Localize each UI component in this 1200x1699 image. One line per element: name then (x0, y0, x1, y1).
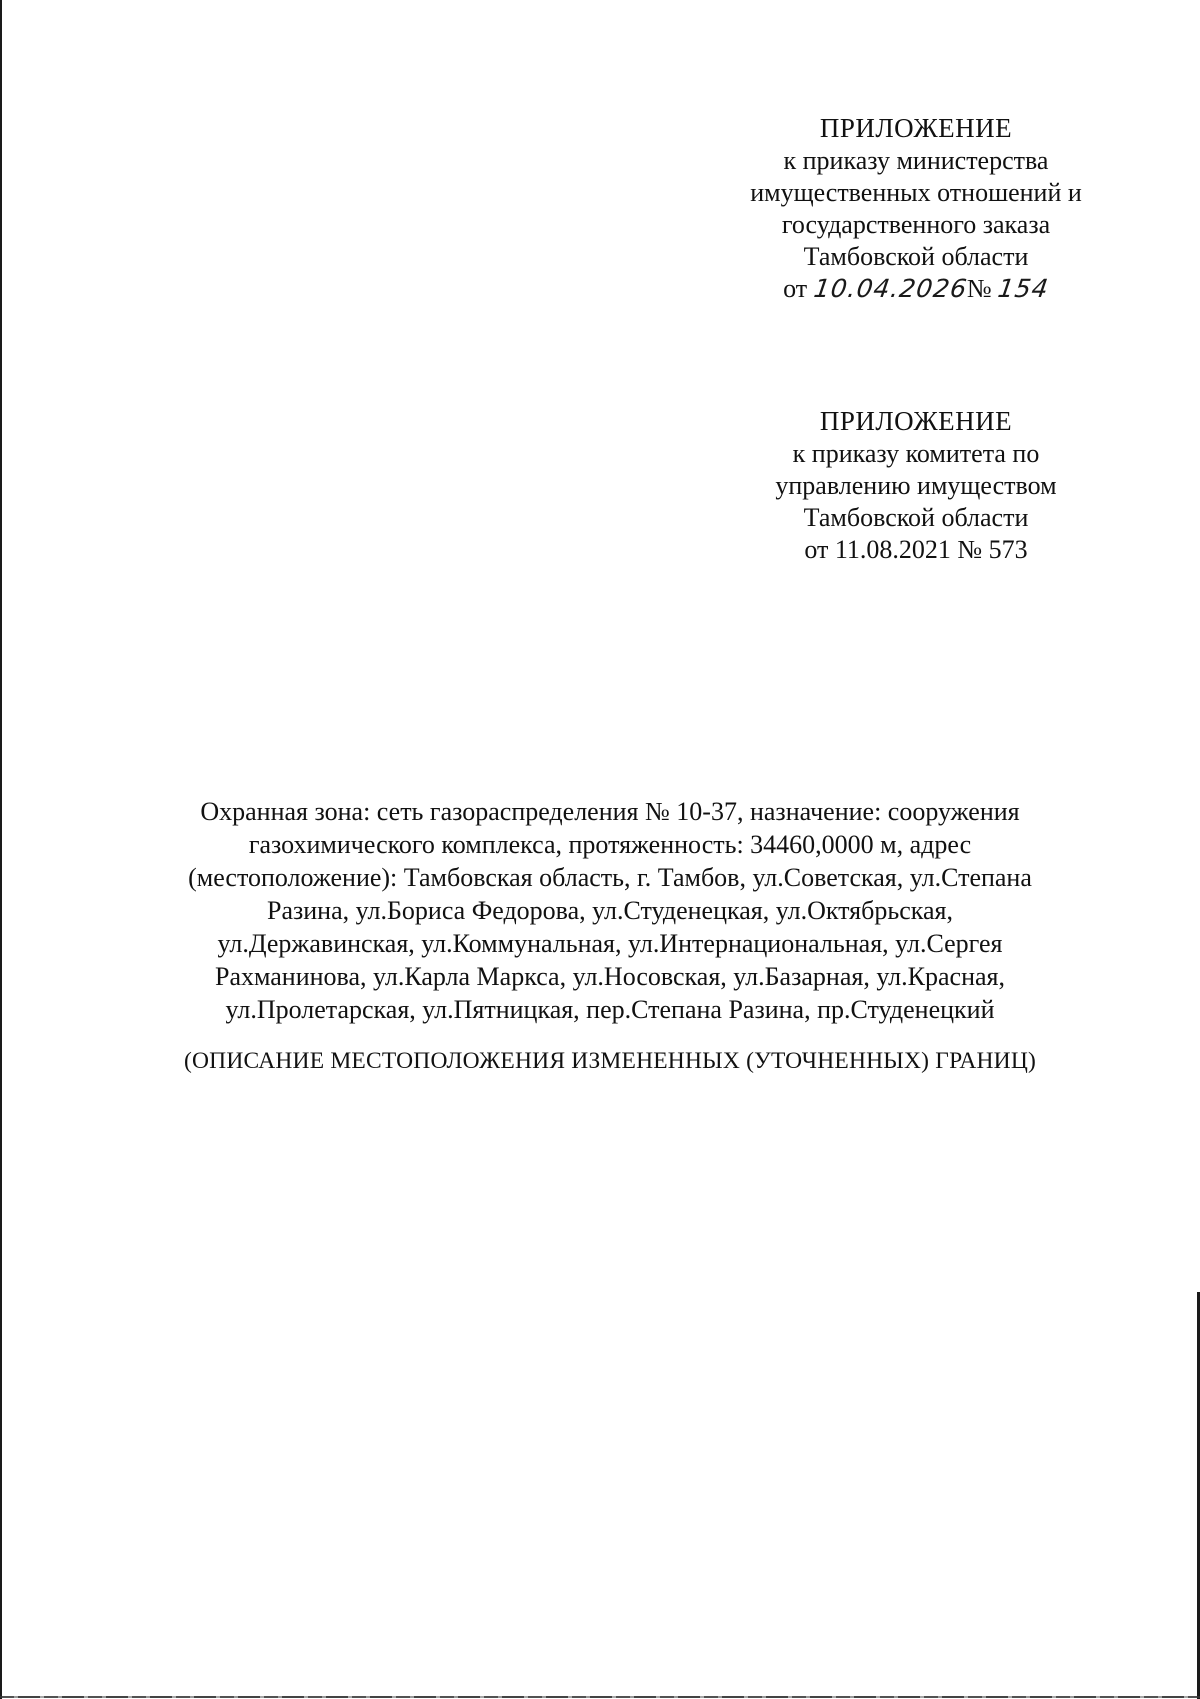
appendix-heading: ПРИЛОЖЕНИЕ (819, 406, 1013, 436)
appendix-date-line (706, 273, 1126, 305)
description-line: ул.Пролетарская, ул.Пятницкая, пер.Степана Разина, пр.Студенецкий (225, 995, 995, 1024)
description-line: ул.Державинская, ул.Коммунальная, ул.Интернациональная, ул.Сергея (217, 929, 1003, 958)
description-line: (местоположение): Тамбовская область, г. Тамбов, ул.Советская, ул.Степана (188, 863, 1032, 892)
description-line: Рахманинова, ул.Карла Маркса, ул.Носовская, ул.Базарная, ул.Красная, (214, 962, 1005, 991)
appendix-line: имущественных отношений и (750, 178, 1082, 207)
appendix-line: Тамбовской области (803, 242, 1029, 271)
appendix-line: государственного заказа (781, 210, 1051, 239)
description-line: газохимического комплекса, протяженность: 34460,0000 м, адрес (248, 830, 972, 859)
appendix-header-current (706, 112, 1126, 305)
protection-zone-description (150, 795, 1070, 1026)
number-sign: № (966, 274, 992, 303)
description-line: Разина, ул.Бориса Федорова, ул.Студенецкая, ул.Октябрьская, (267, 896, 953, 925)
handwritten-number: 154 (996, 274, 1051, 303)
appendix-heading: ПРИЛОЖЕНИЕ (819, 113, 1013, 143)
appendix-line: Тамбовской области (803, 503, 1029, 532)
date-prefix: от (783, 274, 808, 303)
appendix-line: к приказу министерства (783, 146, 1049, 175)
boundary-description-subtitle: (ОПИСАНИЕ МЕСТОПОЛОЖЕНИЯ ИЗМЕНЕННЫХ (УТОЧНЕННЫХ) ГРАНИЦ) (183, 1048, 1037, 1074)
appendix-header-previous (706, 405, 1126, 566)
appendix-line: от 11.08.2021 № 573 (804, 535, 1028, 564)
appendix-line: к приказу комитета по (792, 439, 1040, 468)
scan-edge-left (0, 0, 2, 1699)
scan-edge-bottom (0, 1696, 1200, 1698)
handwritten-date: 10.04.2026 (811, 274, 969, 303)
description-line: Охранная зона: сеть газораспределения № 10-37, назначение: сооружения (200, 797, 1020, 826)
appendix-line: управлению имуществом (775, 471, 1057, 500)
